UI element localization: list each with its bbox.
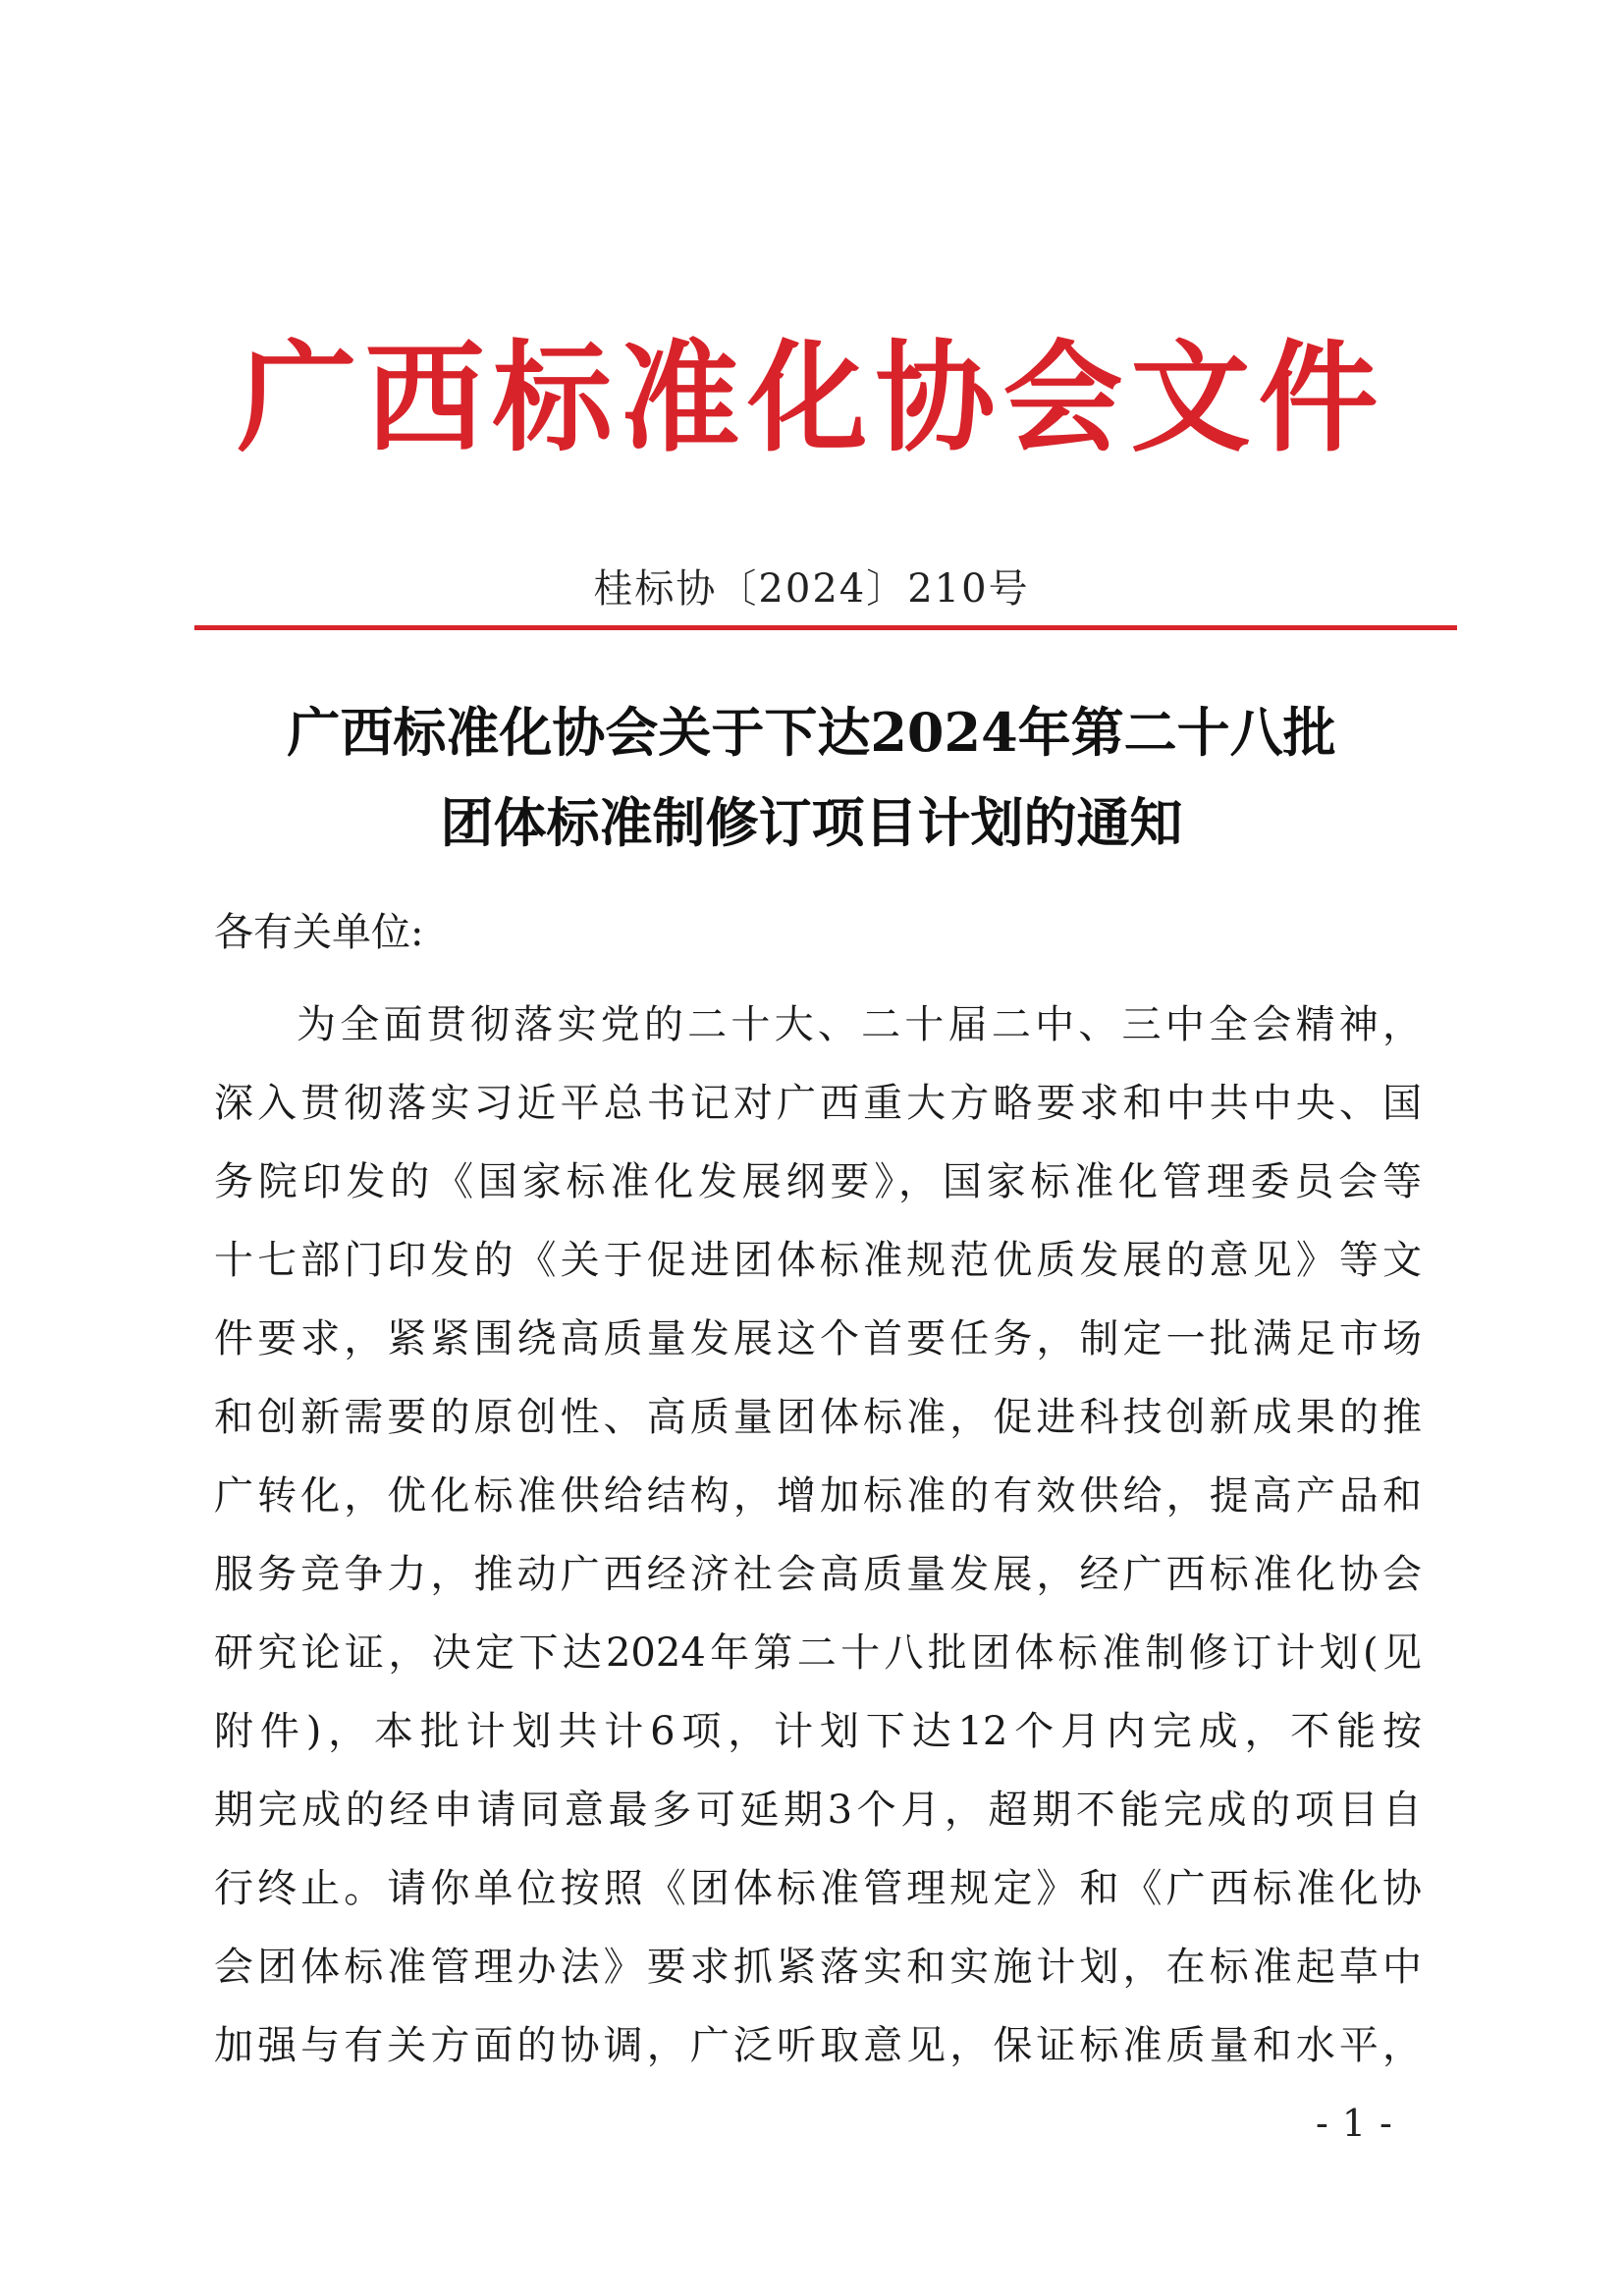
- notice-title-line-1: 广西标准化协会关于下达2024年第二十八批: [287, 701, 1336, 764]
- body-text: [214, 986, 1422, 2085]
- body-line: 附件)，本批计划共计6项，计划下达12个月内完成，不能按: [214, 1709, 1422, 1754]
- masthead-title: 广西标准化协会文件: [237, 327, 1386, 468]
- salutation: 各有关单位:: [214, 910, 424, 955]
- body-line: 件要求，紧紧围绕高质量发展这个首要任务，制定一批满足市场: [214, 1316, 1422, 1362]
- body-line: 服务竞争力，推动广西经济社会高质量发展，经广西标准化协会: [214, 1552, 1422, 1597]
- body-line: 会团体标准管理办法》要求抓紧落实和实施计划，在标准起草中: [214, 1945, 1422, 1990]
- notice-title: [0, 687, 1623, 868]
- body-line: 期完成的经申请同意最多可延期3个月，超期不能完成的项目自: [214, 1788, 1422, 1833]
- body-line: 务院印发的《国家标准化发展纲要》，国家标准化管理委员会等: [214, 1159, 1422, 1204]
- body-line: 广转化，优化标准供给结构，增加标准的有效供给，提高产品和: [214, 1473, 1422, 1519]
- red-divider-line: [194, 625, 1457, 630]
- document-number: 桂标协〔2024〕210号: [593, 566, 1030, 612]
- body-line: 十七部门印发的《关于促进团体标准规范优质发展的意见》等文: [214, 1238, 1422, 1283]
- body-line: 为全面贯彻落实党的二十大、二十届二中、三中全会精神，: [297, 1002, 1422, 1047]
- body-line: 研究论证，决定下达2024年第二十八批团体标准制修订计划(见: [214, 1630, 1422, 1676]
- page-number: -1-: [1316, 2102, 1406, 2145]
- body-line: 行终止。请你单位按照《团体标准管理规定》和《广西标准化协: [214, 1866, 1422, 1911]
- body-line: 加强与有关方面的协调，广泛听取意见，保证标准质量和水平，: [214, 2023, 1422, 2068]
- notice-title-line-2: 团体标准制修订项目计划的通知: [440, 791, 1183, 854]
- body-line: 和创新需要的原创性、高质量团体标准，促进科技创新成果的推: [214, 1395, 1422, 1440]
- body-line: 深入贯彻落实习近平总书记对广西重大方略要求和中共中央、国: [214, 1081, 1422, 1126]
